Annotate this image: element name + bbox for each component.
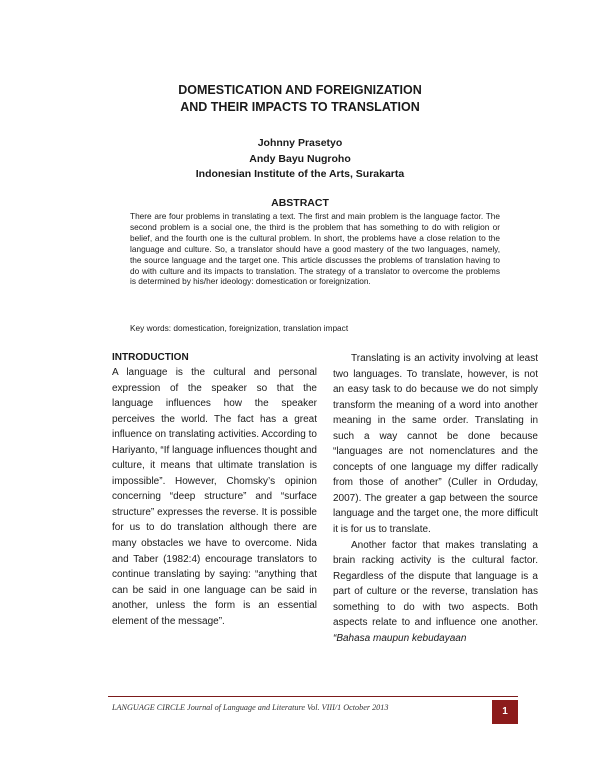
introduction-heading: INTRODUCTION [112,352,189,363]
author-name-1: Johnny Prasetyo [257,137,343,149]
paper-title-line-2: AND THEIR IMPACTS TO TRANSLATION [180,100,420,114]
page-number: 1 [492,700,518,724]
keywords: Key words: domestication, foreignization, translation impact [130,323,349,333]
footer-rule [108,696,518,697]
footer-journal: LANGUAGE CIRCLE Journal of Language and Literature Vol. VIII/1 October 2013 [112,703,389,712]
right-column [333,351,538,646]
left-column [112,351,317,629]
right-paragraph-2-text: Another factor that makes translating a brain racking activity is the cultural factor. Regardless of the dispute that language is a part of culture or the reverse, translation has something to do with two aspects. Both aspects relate to and influence one another. [333,539,538,629]
author-affiliation: Indonesian Institute of the Arts, Surakarta [195,168,405,180]
paper-title-line-1: DOMESTICATION AND FOREIGNIZATION [178,83,422,97]
abstract-text: There are four problems in translating a text. The first and main problem is the language factor. The second problem is a social one, the third is the problem that has something to do with religion or belief, and the fourth one is the cultural problem. In short, the problems have a close relation to the language and culture. So, a translator should have a good mastery of the two languages, namely, the source language and the target one. This article discusses the problems of translation having to do with culture and its impacts to translation. The strategy of a translator to overcome the problems is determined by his/her ideology: domestication or foreignization. [130,211,500,287]
right-paragraph-2 [333,538,538,647]
left-paragraph: A language is the cultural and personal expression of the speaker so that the language influences how the speaker perceives the world. The fact has a great influence on translating activities. According to Hariyanto, “If language influences thought and culture, it means that ultimate translation is impossible”. However, Chomsky’s opinion concerning “deep structure” and “surface structure” expresses the reverse. It is possible for us to do translation although there are many obstacles we have to overcome. Nida and Taber (1982:4) encourage translators to continue translating by saying: “anything that can be said in one language can be said in another, unless the form is an essential element of the message”. [112,367,317,627]
right-paragraph-2-italic: “Bahasa maupun kebudayaan [333,632,467,644]
abstract-heading: ABSTRACT [271,197,329,209]
right-paragraph-1: Translating is an activity involving at least two languages. To translate, however, is not an easy task to do because we do not simply transform the meaning of a word into another meaning in the same order. Translating in such a way cannot be done because “languages are not nomenclatures and the concepts of one language my differ radically from those of another” (Culler in Orduday, 2007). The greater a gap between the source language and the target one, the more difficult it is for us to translate. [333,353,538,536]
author-name-2: Andy Bayu Nugroho [249,153,351,165]
